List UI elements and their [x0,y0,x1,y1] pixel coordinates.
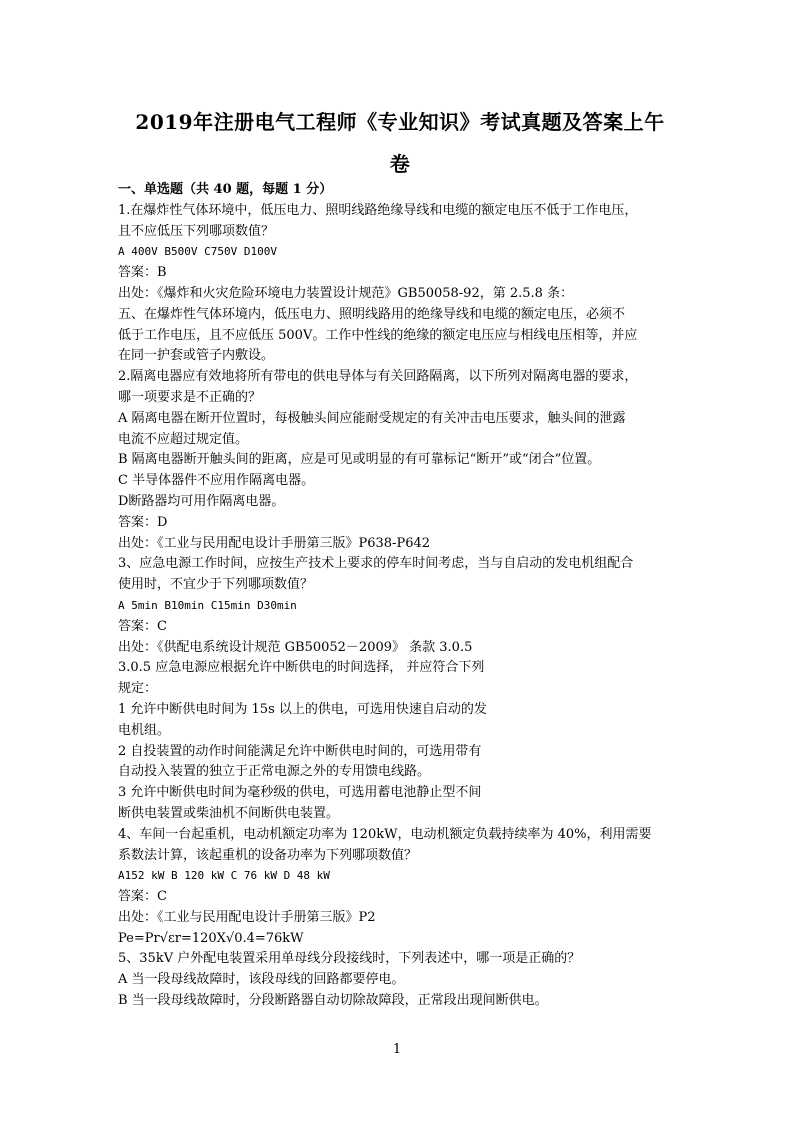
question-2-option-c: C 半导体器件不应用作隔离电器。 [118,473,315,489]
document-title-continued: 卷 [389,152,411,176]
question-2-answer: 答案：D [118,514,168,530]
question-1-explanation: 在同一护套或管子内敷设。 [118,348,275,364]
question-4-formula: Pe=Pr√εr=120X√0.4=76kW [118,930,304,946]
question-2-text: 2.隔离电器应有效地将所有带电的供电导体与有关回路隔离，以下所列对隔离电器的要求， [118,369,638,385]
question-1-text: 1.在爆炸性气体环境中，低压电力、照明线路绝缘导线和电缆的额定电压不低于工作电压， [118,202,638,218]
question-3-explanation: 电机组。 [118,722,171,738]
question-2-option-a: 电流不应超过规定值。 [118,431,249,447]
question-3-text: 3、应急电源工作时间，应按生产技术上要求的停车时间考虑，当与自启动的发电机组配合 [118,556,634,572]
document-body [118,180,678,1012]
document-title: 2019年注册电气工程师《专业知识》考试真题及答案上午 [135,110,665,134]
question-5-option-b: B 当一段母线故障时，分段断路器自动切除故障段，正常段出现间断供电。 [118,993,548,1009]
question-3-explanation: 断供电装置或柴油机不间断供电装置。 [118,805,340,821]
question-4-options: A152 kW B 120 kW C 76 kW D 48 kW [118,869,330,883]
question-3-text: 使用时，不宜少于下列哪项数值？ [118,577,314,593]
question-1-source: 出处：《爆炸和火灾危险环境电力装置设计规范》GB50058-92，第 2.5.8 条： [118,285,574,301]
question-2-option-b: B 隔离电器断开触头间的距离，应是可见或明显的有可靠标记“断开”或“闭合”位置。 [118,452,601,468]
question-3-explanation: 1 允许中断供电时间为 15s 以上的供电，可选用快速自启动的发 [118,701,487,717]
question-1-text: 且不应低压下列哪项数值？ [118,223,275,239]
question-2-source: 出处：《工业与民用配电设计手册第三版》P638-P642 [118,535,431,551]
question-2-option-d: D断路器均可用作隔离电器。 [118,493,285,509]
question-3-explanation: 2 自投装置的动作时间能满足允许中断供电时间的，可选用带有 [118,743,482,759]
section-heading: 一、单选题（共 40 题，每题 1 分） [118,182,333,197]
question-2-text: 哪一项要求是不正确的？ [118,389,262,405]
question-1-answer: 答案：B [118,265,167,281]
question-4-answer: 答案：C [118,889,167,905]
question-3-options: A 5min B10min C15min D30min [118,598,297,612]
question-2-option-a: A 隔离电器在断开位置时，每极触头间应能耐受规定的有关冲击电压要求，触头间的泄露 [118,410,626,426]
question-1-explanation: 低于工作电压，且不应低压 500V。工作中性线的绝缘的额定电压应与相线电压相等，并应 [118,327,638,343]
question-3-explanation: 自动投入装置的独立于正常电源之外的专用馈电线路。 [118,764,431,780]
question-4-text: 4、车间一台起重机，电动机额定功率为 120kW，电动机额定负载持续率为 40%，利用需要 [118,826,652,842]
question-3-explanation: 3 允许中断供电时间为毫秒级的供电，可选用蓄电池静止型不间 [118,785,482,801]
question-4-source: 出处：《工业与民用配电设计手册第三版》P2 [118,909,376,925]
question-1-explanation: 五、在爆炸性气体环境内，低压电力、照明线路用的绝缘导线和电缆的额定电压，必须不 [118,306,626,322]
question-5-option-a: A 当一段母线故障时，该段母线的回路都要停电。 [118,972,405,988]
question-5-text: 5、35kV 户外配电装置采用单母线分段接线时，下列表述中，哪一项是正确的？ [118,951,581,967]
question-1-options: A 400V B500V C750V D100V [118,245,277,259]
question-4-text: 系数法计算，该起重机的设备功率为下列哪项数值？ [118,847,418,863]
question-3-answer: 答案：C [118,618,167,634]
question-3-explanation: 3.0.5 应急电源应根据允许中断供电的时间选择， 并应符合下列 [118,660,485,676]
page-number: 1 [392,1042,402,1057]
question-3-explanation: 规定： [118,681,158,697]
question-3-source: 出处：《供配电系统设计规范 GB50052－2009》 条款 3.0.5 [118,639,473,655]
